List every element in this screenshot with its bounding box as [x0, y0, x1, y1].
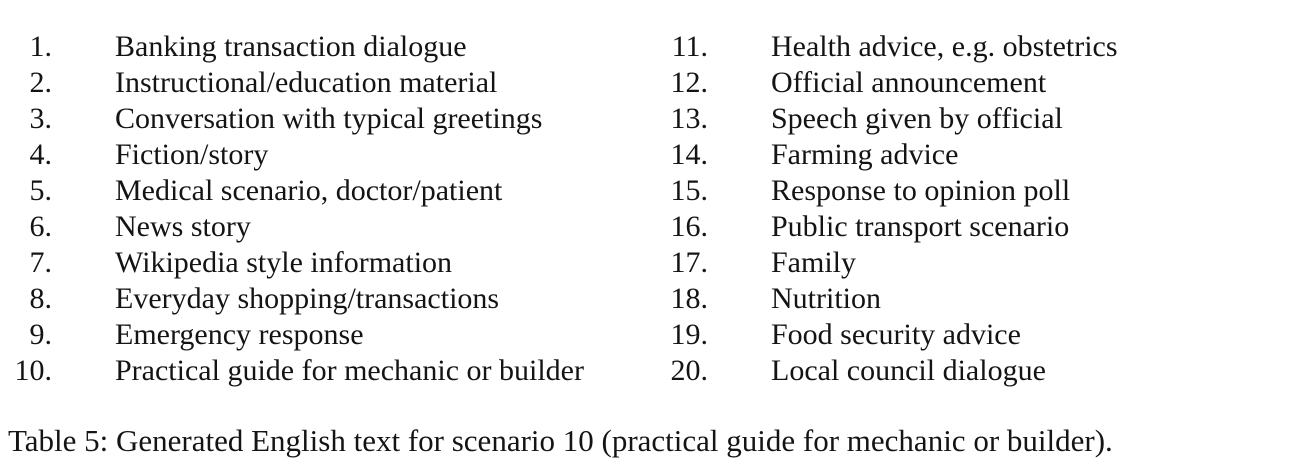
list-item	[648, 101, 1295, 137]
list-item	[0, 209, 648, 245]
list-item	[0, 281, 648, 317]
list-item-label: Fiction/story	[115, 138, 269, 171]
list-item	[0, 353, 648, 389]
list-item-label: News story	[115, 210, 251, 243]
list-item	[0, 317, 648, 353]
list-item-label: Medical scenario, doctor/patient	[115, 174, 503, 207]
list-item	[648, 173, 1295, 209]
list-item-label: Conversation with typical greetings	[115, 102, 543, 135]
list-item-label: Banking transaction dialogue	[115, 30, 467, 63]
list-item-label: Practical guide for mechanic or builder	[115, 354, 584, 387]
list-item-number: 1.	[29, 30, 52, 63]
list-item	[0, 173, 648, 209]
list-item	[648, 245, 1295, 281]
scenario-list-left-column	[0, 29, 648, 389]
list-item-label: Emergency response	[115, 318, 364, 351]
list-item-number: 13.	[670, 102, 708, 135]
list-item	[0, 137, 648, 173]
list-item-number: 18.	[670, 282, 708, 315]
list-item-label: Public transport scenario	[771, 210, 1070, 243]
list-item	[648, 209, 1295, 245]
list-item-label: Nutrition	[771, 282, 881, 315]
list-item-label: Health advice, e.g. obstetrics	[771, 30, 1118, 63]
list-item-label: Response to opinion poll	[771, 174, 1071, 207]
list-item	[0, 101, 648, 137]
list-item	[648, 281, 1295, 317]
list-item-label: Farming advice	[771, 138, 959, 171]
list-item	[0, 65, 648, 101]
list-item-number: 19.	[670, 318, 708, 351]
list-item-label: Instructional/education material	[115, 66, 498, 99]
list-item-number: 11.	[671, 30, 708, 63]
list-item-number: 5.	[29, 174, 52, 207]
list-item	[0, 245, 648, 281]
list-item-label: Speech given by official	[771, 102, 1063, 135]
list-item-number: 20.	[670, 354, 708, 387]
list-item	[648, 29, 1295, 65]
scenario-list	[0, 29, 1295, 389]
list-item-number: 2.	[29, 66, 52, 99]
list-item	[648, 65, 1295, 101]
list-item-label: Family	[771, 246, 857, 279]
table-caption: Table 5: Generated English text for scenario 10 (practical guide for mechanic or builder).	[8, 423, 1113, 458]
list-item	[648, 353, 1295, 389]
list-item-label: Wikipedia style information	[115, 246, 453, 279]
list-item-number: 4.	[29, 138, 52, 171]
list-item-number: 12.	[670, 66, 708, 99]
list-item-number: 9.	[29, 318, 52, 351]
scenario-list-right-column	[648, 29, 1295, 389]
list-item	[0, 29, 648, 65]
list-item	[648, 317, 1295, 353]
list-item-number: 10.	[14, 354, 52, 387]
list-item-label: Food security advice	[771, 318, 1021, 351]
list-item-label: Local council dialogue	[771, 354, 1046, 387]
list-item-number: 6.	[29, 210, 52, 243]
list-item-number: 14.	[670, 138, 708, 171]
list-item-label: Official announcement	[771, 66, 1047, 99]
list-item-number: 17.	[670, 246, 708, 279]
list-item-number: 16.	[670, 210, 708, 243]
list-item-number: 3.	[29, 102, 52, 135]
list-item-number: 8.	[29, 282, 52, 315]
list-item-number: 7.	[29, 246, 52, 279]
list-item-number: 15.	[670, 174, 708, 207]
list-item	[648, 137, 1295, 173]
list-item-label: Everyday shopping/transactions	[115, 282, 500, 315]
